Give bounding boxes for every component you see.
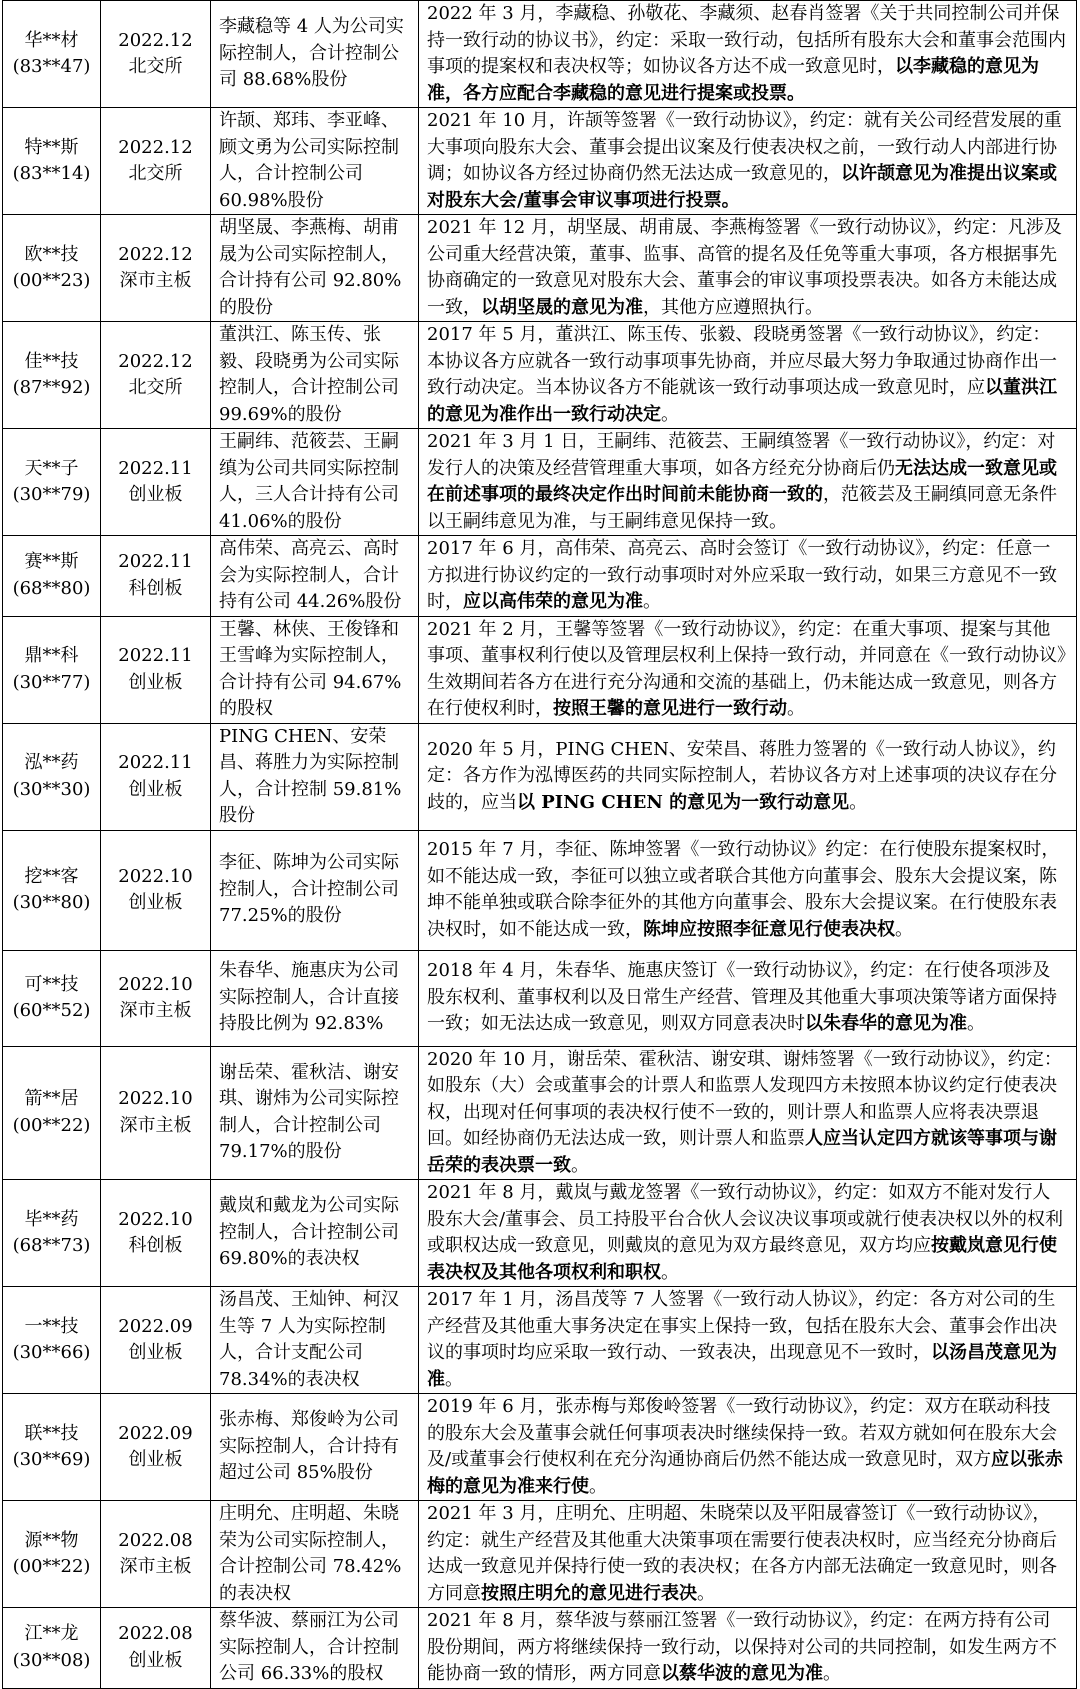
table-row xyxy=(3,1608,1077,1689)
company-code: (00**22) xyxy=(12,1556,91,1577)
controller-cell xyxy=(211,536,419,617)
listing-cell xyxy=(101,536,211,617)
agreement-cell xyxy=(419,830,1077,950)
listing-date: 2022.12 xyxy=(118,136,193,158)
table-row xyxy=(3,1,1077,108)
agreement-key-clause: 按戴岚意见行使表决权及其他各项权利和职权 xyxy=(427,1235,1057,1283)
agreement-cell xyxy=(419,1046,1077,1180)
table-row xyxy=(3,536,1077,617)
agreement-cell xyxy=(419,1501,1077,1608)
company-name: 源**物 xyxy=(24,1529,79,1551)
listing-date: 2022.10 xyxy=(118,1088,193,1110)
listing-cell xyxy=(101,215,211,322)
agreement-tail: 。 xyxy=(445,1368,463,1390)
agreement-cell xyxy=(419,1180,1077,1287)
agreement-tail: 。 xyxy=(661,1261,679,1283)
controller-text: 高伟荣、高亮云、高时会为实际控制人，合计持有公司 44.26%股份 xyxy=(219,538,402,612)
controller-text: 庄明允、庄明超、朱晓荣为公司实际控制人，合计控制公司 78.42%的表决权 xyxy=(219,1503,402,1604)
controller-cell xyxy=(211,1180,419,1287)
company-cell xyxy=(3,616,101,723)
company-name: 毕**药 xyxy=(24,1208,79,1230)
table-row xyxy=(3,1046,1077,1180)
company-cell xyxy=(3,723,101,830)
company-code: (30**79) xyxy=(12,484,91,505)
company-code: (30**30) xyxy=(12,778,91,800)
company-code: (30**66) xyxy=(12,1342,91,1363)
controller-cell xyxy=(211,429,419,536)
listing-date: 2022.12 xyxy=(118,243,193,265)
company-code: (68**73) xyxy=(12,1235,91,1256)
agreement-key-clause: 以李藏稳的意见为准，各方应配合李藏稳的意见进行提案或投票。 xyxy=(427,56,1039,104)
listing-date: 2022.10 xyxy=(118,1208,193,1230)
controller-text: 王嗣纬、范筱芸、王嗣缜为公司共同实际控制人，三人合计持有公司 41.06%的股份 xyxy=(219,431,399,532)
listing-cell xyxy=(101,950,211,1046)
agreement-key-clause: 按照庄明允的意见进行表决 xyxy=(481,1582,697,1604)
controller-text: 王馨、林侠、王俊锋和王雪峰为实际控制人，合计持有公司 94.67%的股权 xyxy=(219,618,402,719)
agreement-cell xyxy=(419,723,1077,830)
listing-cell xyxy=(101,1,211,108)
controller-cell xyxy=(211,830,419,950)
controller-text: 董洪江、陈玉传、张毅、段晓勇为公司实际控制人，合计控制公司 99.69%的股份 xyxy=(219,324,399,425)
listing-board: 创业板 xyxy=(128,671,183,693)
company-name: 江**龙 xyxy=(24,1623,79,1645)
agreement-text: 2021 年 3 月 1 日，王嗣纬、范筱芸、王嗣缜签署《一致行动协议》，约定：对发行人的决策及经营管理重大事项，如各方经充分协商后仍 xyxy=(427,431,1056,479)
company-cell xyxy=(3,215,101,322)
controller-cell xyxy=(211,215,419,322)
controller-cell xyxy=(211,1,419,108)
agreement-tail: 。 xyxy=(967,1013,985,1035)
agreement-cell xyxy=(419,950,1077,1046)
agreement-tail: ，范筱芸及王嗣缜同意无条件以王嗣纬意见为准，与王嗣纬意见保持一致。 xyxy=(427,484,1057,532)
controller-text: 张赤梅、郑俊岭为公司实际控制人，合计持有超过公司 85%股份 xyxy=(219,1409,399,1484)
listing-board: 创业板 xyxy=(128,1649,183,1671)
listing-board: 创业板 xyxy=(128,778,183,800)
company-code: (83**47) xyxy=(12,56,91,77)
agreement-text: 2021 年 8 月，戴岚与戴龙签署《一致行动协议》，约定：如双方不能对发行人股东大会/董事会、员工持股平台合伙人会议决议事项或就行使表决权以外的权利或职权达成一致意见，则戴岚的意见为双方最终意见，双方均应 xyxy=(427,1182,1064,1256)
company-code: (00**22) xyxy=(12,1114,91,1136)
listing-date: 2022.11 xyxy=(118,645,193,666)
controller-text: 蔡华波、蔡丽江为公司实际控制人，合计控制公司 66.33%的股权 xyxy=(219,1610,399,1684)
agreement-text: 2021 年 12 月，胡坚晟、胡甫晟、李燕梅签署《一致行动协议》，约定：凡涉及公司重大经营决策，董事、监事、高管的提名及任免等重大事项，各方根据事先协商确定的一致意见对股东大会、董事会的审议事项投票表决。如各方未能达成一致， xyxy=(427,217,1062,318)
listing-cell xyxy=(101,1608,211,1689)
agreement-text: 2019 年 6 月，张赤梅与郑俊岭签署《一致行动协议》，约定：双方在联动科技的股东大会及董事会就任何事项表决时继续保持一致。若双方就如何在股东大会及/或董事会行使权利在充分沟通协商后仍然不能达成一致意见时，双方 xyxy=(427,1396,1057,1470)
listing-board: 深市主板 xyxy=(119,270,192,291)
agreement-tail: 。 xyxy=(787,698,805,719)
company-name: 泓**药 xyxy=(24,752,79,773)
company-name: 可**技 xyxy=(24,973,79,995)
agreement-key-clause: 人应当认定四方就该等事项与谢岳荣的表决票一致 xyxy=(427,1128,1057,1176)
company-name: 欧**技 xyxy=(24,243,79,265)
controller-text: 汤昌茂、王灿钟、柯汉生等 7 人为实际控制人，合计支配公司 78.34%的表决权 xyxy=(219,1289,399,1390)
listing-cell xyxy=(101,1394,211,1501)
listing-cell xyxy=(101,1046,211,1180)
company-code: (30**77) xyxy=(12,671,91,693)
listing-board: 北交所 xyxy=(128,377,183,398)
agreement-key-clause: 应以高伟荣的意见为准 xyxy=(463,591,643,612)
company-name: 赛**斯 xyxy=(24,551,79,573)
controller-cell xyxy=(211,1608,419,1689)
agreement-text: 2017 年 6 月，高伟荣、高亮云、高时会签订《一致行动协议》，约定：任意一方拟进行协议约定的一致行动事项时对外应采取一致行动，如果三方意见不一致时， xyxy=(427,538,1057,612)
table-row xyxy=(3,1394,1077,1501)
listing-board: 创业板 xyxy=(128,892,183,913)
agreement-key-clause: 陈坤应按照李征意见行使表决权 xyxy=(643,918,895,940)
agreement-key-clause: 以朱春华的意见为准 xyxy=(805,1013,967,1035)
listing-board: 创业板 xyxy=(128,484,183,505)
agreement-text: 2021 年 2 月，王馨等签署《一致行动协议》，约定：在重大事项、提案与其他事项、董事权利行使以及管理层权利上保持一致行动，并同意在《一致行动协议》生效期间若各方在进行充分沟通和交流的基础上，仍未能达成一致意见，则各方在行使权利时， xyxy=(427,618,1066,719)
agreement-cell xyxy=(419,1394,1077,1501)
company-name: 联**技 xyxy=(24,1422,79,1444)
company-name: 一**技 xyxy=(24,1315,79,1337)
agreement-text: 2020 年 10 月，谢岳荣、霍秋洁、谢安琪、谢炜签署《一致行动协议》，约定：如股东（大）会或董事会的计票人和监票人发现四方未按照本协议约定行使表决权，出现对任何事项的表决权行使不一致的，则计票人和监票人应将表决票退回。如经协商仍无法达成一致，则计票人和监票 xyxy=(427,1048,1062,1149)
agreement-tail: 。 xyxy=(823,1663,841,1684)
controller-cell xyxy=(211,950,419,1046)
agreement-text: 2022 年 3 月，李藏稳、孙敬花、李藏须、赵春肖签署《关于共同控制公司并保持一致行动的协议书》，约定：采取一致行动，包括所有股东大会和董事会范围内事项的提案权和表决权等；如协议各方达不成一致意见时， xyxy=(427,3,1066,77)
agreement-key-clause: 按照王馨的意见进行一致行动 xyxy=(553,698,787,719)
agreement-key-clause: 以 PING CHEN 的意见为一致行动意见 xyxy=(517,791,850,813)
listing-cell xyxy=(101,616,211,723)
company-cell xyxy=(3,950,101,1046)
listing-cell xyxy=(101,1501,211,1608)
controller-text: 朱春华、施惠庆为公司实际控制人，合计直接持股比例为 92.83% xyxy=(219,960,399,1035)
listing-date: 2022.09 xyxy=(118,1422,193,1444)
agreement-text: 2018 年 4 月，朱春华、施惠庆签订《一致行动协议》，约定：在行使各项涉及股东权利、董事权利以及日常生产经营、管理及其他重大事项决策等诸方面保持一致；如无法达成一致意见，则双方同意表决时 xyxy=(427,960,1057,1035)
listing-date: 2022.11 xyxy=(118,551,193,573)
agreement-cell xyxy=(419,616,1077,723)
agreement-key-clause: 应以张赤梅的意见为准来行使 xyxy=(427,1449,1064,1497)
agreement-key-clause: 以许颉意见为准提出议案或对股东大会/董事会审议事项进行投票。 xyxy=(427,163,1057,211)
table-row xyxy=(3,108,1077,215)
listing-date: 2022.12 xyxy=(118,29,193,51)
listing-board: 深市主板 xyxy=(119,1000,192,1021)
agreement-cell xyxy=(419,108,1077,215)
agreement-tail: 。 xyxy=(643,591,661,612)
company-cell xyxy=(3,429,101,536)
listing-cell xyxy=(101,322,211,429)
company-name: 挖**客 xyxy=(24,865,79,887)
table-row xyxy=(3,1287,1077,1394)
agreement-cell xyxy=(419,1608,1077,1689)
agreement-text: 2020 年 5 月，PING CHEN、安荣昌、蒋胜力签署的《一致行动人协议》，约定：各方作为泓博医药的共同实际控制人，若协议各方对上述事项的决议存在分歧的，应当 xyxy=(427,738,1057,813)
listing-date: 2022.11 xyxy=(118,752,193,773)
agreement-text: 2021 年 8 月，蔡华波与蔡丽江签署《一致行动协议》，约定：在两方持有公司股份期间，两方将继续保持一致行动，以保持对公司的共同控制，如发生两方不能协商一致的情形，两方同意 xyxy=(427,1610,1057,1684)
listing-board: 北交所 xyxy=(128,56,183,77)
company-name: 鼎**科 xyxy=(24,645,79,666)
listing-board: 创业板 xyxy=(128,1449,183,1470)
agreement-tail: 。 xyxy=(849,791,868,813)
controller-text: 许颉、郑玮、李亚峰、顾文勇为公司实际控制人，合计控制公司 60.98%股份 xyxy=(219,110,399,211)
agreement-text: 2015 年 7 月，李征、陈坤签署《一致行动协议》约定：在行使股东提案权时，如不能达成一致，李征可以独立或者联合其他方向董事会、股东大会提议案，陈坤不能单独或联合除李征外的其他方向董事会、股东大会提议案。在行使股东表决权时，如不能达成一致， xyxy=(427,839,1060,940)
agreement-key-clause: 无法达成一致意见或在前述事项的最终决定作出时间前未能协商一致的 xyxy=(427,457,1057,505)
company-name: 佳**技 xyxy=(24,350,79,372)
table-row xyxy=(3,616,1077,723)
controller-cell xyxy=(211,322,419,429)
controller-cell xyxy=(211,1287,419,1394)
listing-board: 深市主板 xyxy=(119,1114,192,1136)
controller-text: 胡坚晟、李燕梅、胡甫晟为公司实际控制人，合计持有公司 92.80%的股份 xyxy=(219,217,402,318)
company-cell xyxy=(3,1501,101,1608)
company-code: (30**08) xyxy=(12,1649,91,1671)
listing-board: 深市主板 xyxy=(119,1556,192,1577)
table-body xyxy=(3,1,1077,1689)
agreement-tail: ，其他方应遵照执行。 xyxy=(643,296,823,318)
agreement-text: 2017 年 5 月，董洪江、陈玉传、张毅、段晓勇签署《一致行动协议》，约定：本协议各方应就各一致行动事项事先协商，并应尽最大努力争取通过协商作出一致行动决定。当本协议各方不能就该一致行动事项达成一致意见时，应 xyxy=(427,324,1057,398)
company-name: 天**子 xyxy=(24,457,79,479)
agreement-key-clause: 以胡坚晟的意见为准 xyxy=(481,296,643,318)
listing-cell xyxy=(101,1180,211,1287)
table-row xyxy=(3,1501,1077,1608)
agreement-text: 2017 年 1 月，汤昌茂等 7 人签署《一致行动人协议》，约定：各方对公司的生产经营及其他重大事务决定在事实上保持一致，包括在股东大会、董事会作出决议的事项时均应采取一致行动、一致表决，出现意见不一致时， xyxy=(427,1289,1057,1363)
table-row xyxy=(3,723,1077,830)
controller-text: PING CHEN、安荣昌、蒋胜力为实际控制人，合计控制 59.81%股份 xyxy=(219,725,402,826)
listing-date: 2022.10 xyxy=(118,865,193,887)
agreement-key-clause: 以董洪江的意见为准作出一致行动决定 xyxy=(427,377,1057,425)
listing-date: 2022.10 xyxy=(118,973,193,995)
company-cell xyxy=(3,1394,101,1501)
company-cell xyxy=(3,1608,101,1689)
agreement-key-clause: 以蔡华波的意见为准 xyxy=(661,1663,823,1684)
agreement-key-clause: 以汤昌茂意见为准 xyxy=(427,1342,1057,1390)
company-name: 箭**居 xyxy=(24,1088,79,1110)
controller-cell xyxy=(211,1046,419,1180)
company-cell xyxy=(3,1,101,108)
agreement-tail: 。 xyxy=(895,918,913,940)
company-cell xyxy=(3,830,101,950)
table-row xyxy=(3,322,1077,429)
table-row xyxy=(3,1180,1077,1287)
company-code: (87**92) xyxy=(12,377,91,398)
agreement-tail: 。 xyxy=(589,1475,607,1497)
listing-date: 2022.08 xyxy=(118,1623,193,1645)
company-name: 特**斯 xyxy=(24,136,79,158)
controller-cell xyxy=(211,1394,419,1501)
listing-board: 北交所 xyxy=(128,163,183,184)
agreement-cell xyxy=(419,1,1077,108)
concerted-action-table xyxy=(2,0,1077,1689)
controller-cell xyxy=(211,616,419,723)
agreement-text: 2021 年 3 月，庄明允、庄明超、朱晓荣以及平阳晟睿签订《一致行动协议》，约定：就生产经营及其他重大决策事项在需要行使表决权时，应当经充分协商后达成一致意见并保持行使一致的表决权；在各方内部无法确定一致意见时，则各方同意 xyxy=(427,1503,1057,1604)
table-row xyxy=(3,215,1077,322)
table-row xyxy=(3,830,1077,950)
agreement-cell xyxy=(419,536,1077,617)
company-cell xyxy=(3,1287,101,1394)
company-code: (30**69) xyxy=(12,1449,91,1470)
company-code: (00**23) xyxy=(12,270,91,291)
controller-text: 李藏稳等 4 人为公司实际控制人，合计控制公司 88.68%股份 xyxy=(219,16,404,91)
agreement-cell xyxy=(419,215,1077,322)
listing-date: 2022.11 xyxy=(118,457,193,479)
table-row xyxy=(3,429,1077,536)
table-row xyxy=(3,950,1077,1046)
agreement-table-wrapper xyxy=(2,0,1076,1689)
controller-text: 谢岳荣、霍秋洁、谢安琪、谢炜为公司实际控制人，合计控制公司 79.17%的股份 xyxy=(219,1061,399,1163)
company-cell xyxy=(3,1180,101,1287)
listing-board: 创业板 xyxy=(128,1342,183,1363)
controller-cell xyxy=(211,108,419,215)
company-code: (68**80) xyxy=(12,577,91,599)
agreement-cell xyxy=(419,429,1077,536)
company-cell xyxy=(3,1046,101,1180)
listing-cell xyxy=(101,830,211,950)
controller-text: 李征、陈坤为公司实际控制人，合计控制公司 77.25%的股份 xyxy=(219,852,399,927)
agreement-cell xyxy=(419,1287,1077,1394)
company-cell xyxy=(3,536,101,617)
listing-cell xyxy=(101,429,211,536)
company-name: 华**材 xyxy=(24,29,79,51)
listing-date: 2022.09 xyxy=(118,1315,193,1337)
agreement-text: 2021 年 10 月，许颉等签署《一致行动协议》，约定：就有关公司经营发展的重大事项向股东大会、董事会提出议案及行使表决权之前，一致行动人内部进行协调；如协议各方经过协商仍然无法达成一致意见的， xyxy=(427,110,1062,184)
company-code: (83**14) xyxy=(12,163,91,184)
company-cell xyxy=(3,322,101,429)
listing-board: 科创板 xyxy=(128,1235,183,1256)
agreement-tail: 。 xyxy=(697,1582,715,1604)
agreement-cell xyxy=(419,322,1077,429)
controller-text: 戴岚和戴龙为公司实际控制人，合计控制公司 69.80%的表决权 xyxy=(219,1195,399,1270)
listing-date: 2022.08 xyxy=(118,1529,193,1551)
listing-cell xyxy=(101,1287,211,1394)
controller-cell xyxy=(211,1501,419,1608)
company-code: (30**80) xyxy=(12,892,91,913)
agreement-tail: 。 xyxy=(571,1154,589,1176)
company-cell xyxy=(3,108,101,215)
agreement-tail: 。 xyxy=(661,403,679,425)
listing-cell xyxy=(101,723,211,830)
listing-board: 科创板 xyxy=(128,577,183,599)
listing-cell xyxy=(101,108,211,215)
listing-date: 2022.12 xyxy=(118,350,193,372)
controller-cell xyxy=(211,723,419,830)
company-code: (60**52) xyxy=(12,1000,91,1021)
